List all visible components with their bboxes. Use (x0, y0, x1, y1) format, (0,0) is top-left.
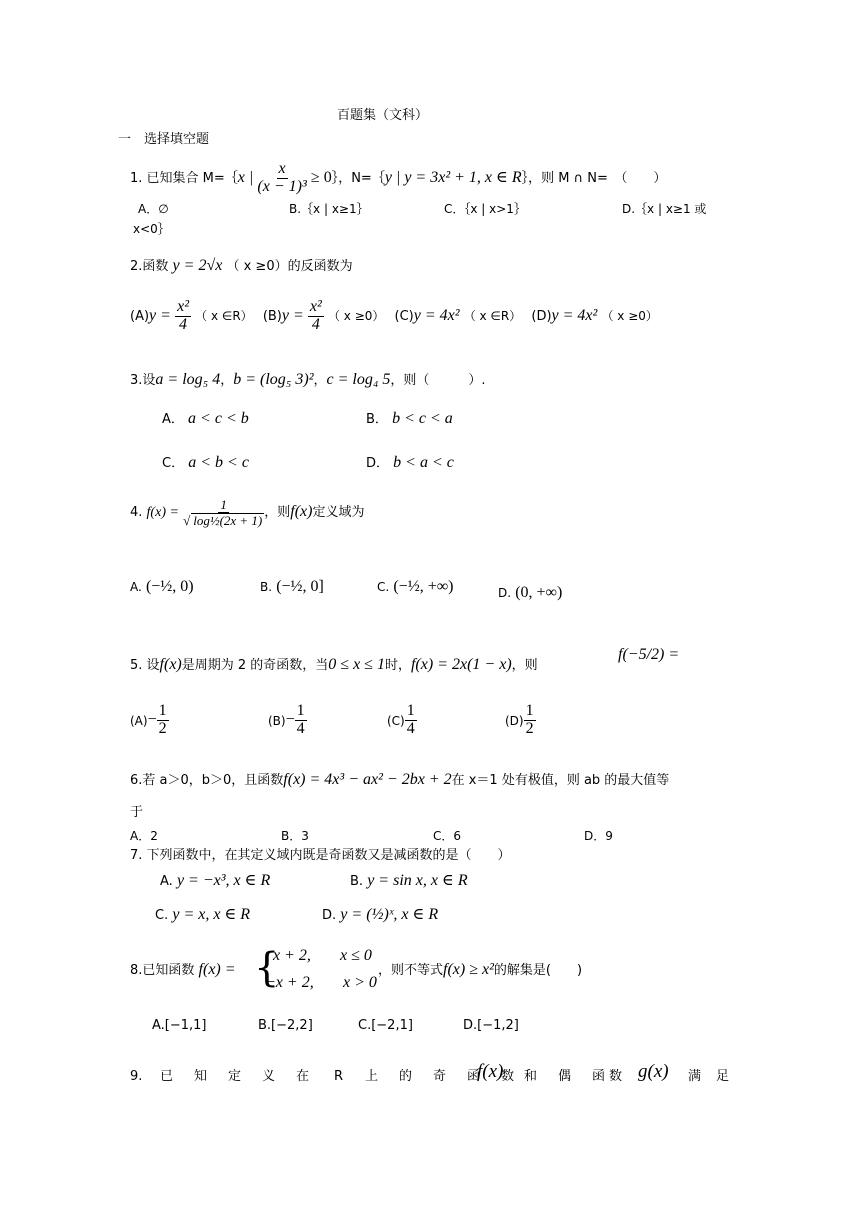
q9-char-11: 数 (501, 1069, 515, 1084)
q1-option-b: B.｛x | x≥1｝ (289, 202, 369, 216)
page-title: 百题集（文科） (337, 108, 429, 123)
q8-case-2-cond: x > 0 (343, 974, 377, 991)
question-8-tail: ，则不等式f(x) ≥ x²的解集是( ) (378, 961, 583, 978)
question-6-cont: 于 (130, 805, 144, 820)
q9-char-4: 义 (262, 1069, 276, 1084)
q9-char-5: 在 (296, 1069, 310, 1084)
q2-option-a: (A)y = $\frac{\text{x²}}{4}$ （ x ∈R） (130, 298, 253, 333)
q7-option-d: D. y = (½)ˣ, x ∈ R (322, 906, 439, 923)
q9-tail-0: 满 (688, 1069, 702, 1084)
q9-mid-1: 偶 (558, 1069, 572, 1084)
q1-fraction: $\frac{x}{\text{(x − 1)³}}$ (257, 160, 307, 195)
q7-option-c: C. y = x, x ∈ R (155, 906, 251, 923)
q4-option-c: C. (−½, +∞) (377, 578, 454, 595)
q3-option-b: B． b < c < a (366, 410, 453, 427)
q9-char-8: 的 (399, 1069, 413, 1084)
q2-option-c: (C)y = 4x² （ x ∈R） (394, 307, 522, 324)
q9-char-9: 奇 (433, 1069, 447, 1084)
q9-char-1: 已 (160, 1069, 174, 1084)
piecewise-brace: { (254, 945, 280, 991)
q5-option-c: (C) $\frac{1}{4}$ (387, 702, 415, 737)
section-heading: 一 选择填空题 (118, 132, 210, 147)
q6-option-d: D．9 (584, 829, 613, 843)
q3-option-c: C． a < b < c (162, 454, 249, 471)
q9-mid-2: 函 (592, 1069, 606, 1084)
q4-option-d: D. (0, +∞) (498, 584, 563, 601)
q4-option-b: B. (−½, 0] (260, 578, 324, 595)
q5-option-d: (D) $\frac{1}{2}$ (505, 702, 534, 737)
q9-char-3: 定 (228, 1069, 242, 1084)
q1-option-a: A．∅ (138, 202, 169, 216)
q1-option-d-cont: x<0｝ (133, 222, 170, 236)
q3-option-d: D． b < a < c (366, 454, 454, 471)
q8-option-b: B.[−2,2] (258, 1018, 313, 1033)
question-4: 4. f(x) = $\frac{1}{\text{√ log½(2x + 1)}}$ ，则f(x)定义域为 (130, 496, 365, 528)
q8-option-d: D.[−1,2] (463, 1018, 519, 1033)
q8-case-2: −x + 2, (265, 974, 314, 991)
q4-option-a: A. (−½, 0) (130, 578, 194, 595)
q6-option-a: A．2 (130, 829, 158, 843)
question-6: 6.若 a＞0，b＞0，且函数f(x) = 4x³ − ax² − 2bx + 2在 x＝1 处有极值，则 ab 的最大值等 (130, 771, 670, 788)
q7-option-b: B. y = sin x, x ∈ R (350, 872, 468, 889)
q9-tail-1: 足 (716, 1069, 730, 1084)
q9-gx: g(x) (638, 1061, 669, 1082)
q5-option-a: (A)− $\frac{1}{2}$ (130, 702, 167, 737)
q9-mid-3: 数 (609, 1069, 623, 1084)
q6-option-c: C．6 (433, 829, 462, 843)
q8-case-1-cond: x ≤ 0 (340, 947, 372, 964)
q2-option-b: (B)y = $\frac{\text{x²}}{4}$ （ x ≥0） (262, 298, 385, 333)
q7-option-a: A. y = −x³, x ∈ R (160, 872, 271, 889)
q2-option-d: (D)y = 4x² （ x ≥0） (531, 307, 658, 324)
q5-ask: f(−5/2) = (618, 646, 680, 663)
q8-option-c: C.[−2,1] (358, 1018, 413, 1033)
q8-case-1: x + 2, (273, 947, 311, 964)
question-8: 8.已知函数 f(x) = (130, 961, 236, 978)
q9-char-7: 上 (365, 1069, 379, 1084)
question-2: 2.函数 y = 2√x （ x ≥0）的反函数为 (130, 257, 353, 274)
question-5: 5. 设f(x)是周期为 2 的奇函数，当0 ≤ x ≤ 1时，f(x) = 2x(1 − x)，则 (130, 656, 538, 673)
question-3: 3.设a = log₅ 4，b = (log₅ 3)²，c = log₄ 5，则（ ）. (130, 371, 486, 388)
q9-char-2: 知 (194, 1069, 208, 1084)
q9-mid-0: 和 (524, 1069, 538, 1084)
question-7: 7. 下列函数中，在其定义域内既是奇函数又是减函数的是（ ） (130, 848, 511, 863)
q9-char-10: 函 (467, 1069, 481, 1084)
q5-option-b: (B)− $\frac{1}{4}$ (268, 702, 305, 737)
q6-option-b: B．3 (281, 829, 309, 843)
q2-options (130, 296, 658, 337)
q3-option-a: A． a < c < b (162, 410, 249, 427)
q1-option-d: D.｛x | x≥1 或 (622, 202, 707, 216)
q9-char-0: 9. (130, 1069, 143, 1084)
q9-fx: f(x) (477, 1061, 504, 1082)
question-1: 1. 已知集合 M=｛x | $\frac{x}{\text{(x − 1)³}}$ ≥ 0｝，N=｛y | y = 3x² + 1, x ∈ R｝，则 M ∩ N= （ ） (130, 160, 667, 195)
q8-option-a: A.[−1,1] (152, 1018, 207, 1033)
q1-option-c: C．｛x | x>1｝ (444, 202, 526, 216)
q9-char-6: R (334, 1069, 344, 1084)
